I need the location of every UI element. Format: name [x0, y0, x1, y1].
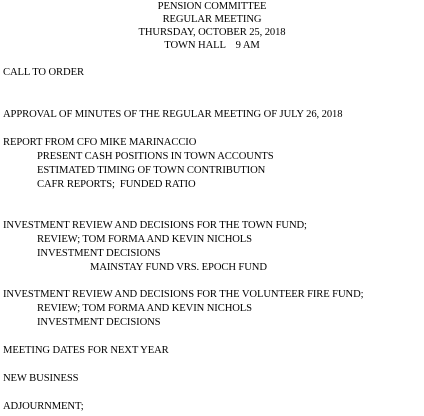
- agenda-item-cfo-report: REPORT FROM CFO MIKE MARINACCIO: [3, 137, 197, 148]
- agenda-item-meeting-dates: MEETING DATES FOR NEXT YEAR: [3, 345, 169, 356]
- agenda-item-call-to-order: CALL TO ORDER: [3, 67, 84, 78]
- agenda-item-approval-minutes: APPROVAL OF MINUTES OF THE REGULAR MEETING OF JULY 26, 2018: [3, 109, 343, 120]
- cfo-report-subitem: PRESENT CASH POSITIONS IN TOWN ACCOUNTS: [37, 151, 274, 162]
- town-fund-subitem: MAINSTAY FUND VRS. EPOCH FUND: [90, 262, 267, 273]
- agenda-item-new-business: NEW BUSINESS: [3, 373, 79, 384]
- meeting-date: THURSDAY, OCTOBER 25, 2018: [138, 27, 286, 38]
- meeting-location-time: TOWN HALL 9 AM: [164, 40, 260, 51]
- agenda-item-adjournment: ADJOURNMENT;: [3, 401, 84, 412]
- cfo-report-subitem: ESTIMATED TIMING OF TOWN CONTRIBUTION: [37, 165, 266, 176]
- town-fund-decisions: INVESTMENT DECISIONS: [37, 248, 161, 259]
- fire-fund-review: REVIEW; TOM FORMA AND KEVIN NICHOLS: [37, 303, 252, 314]
- committee-title: PENSION COMMITTEE: [157, 1, 267, 12]
- agenda-item-fire-fund: INVESTMENT REVIEW AND DECISIONS FOR THE VOLUNTEER FIRE FUND;: [3, 289, 364, 300]
- cfo-report-subitem: CAFR REPORTS; FUNDED RATIO: [37, 179, 196, 190]
- meeting-type: REGULAR MEETING: [162, 14, 262, 25]
- fire-fund-decisions: INVESTMENT DECISIONS: [37, 317, 161, 328]
- agenda-item-town-fund: INVESTMENT REVIEW AND DECISIONS FOR THE TOWN FUND;: [3, 220, 307, 231]
- town-fund-review: REVIEW; TOM FORMA AND KEVIN NICHOLS: [37, 234, 252, 245]
